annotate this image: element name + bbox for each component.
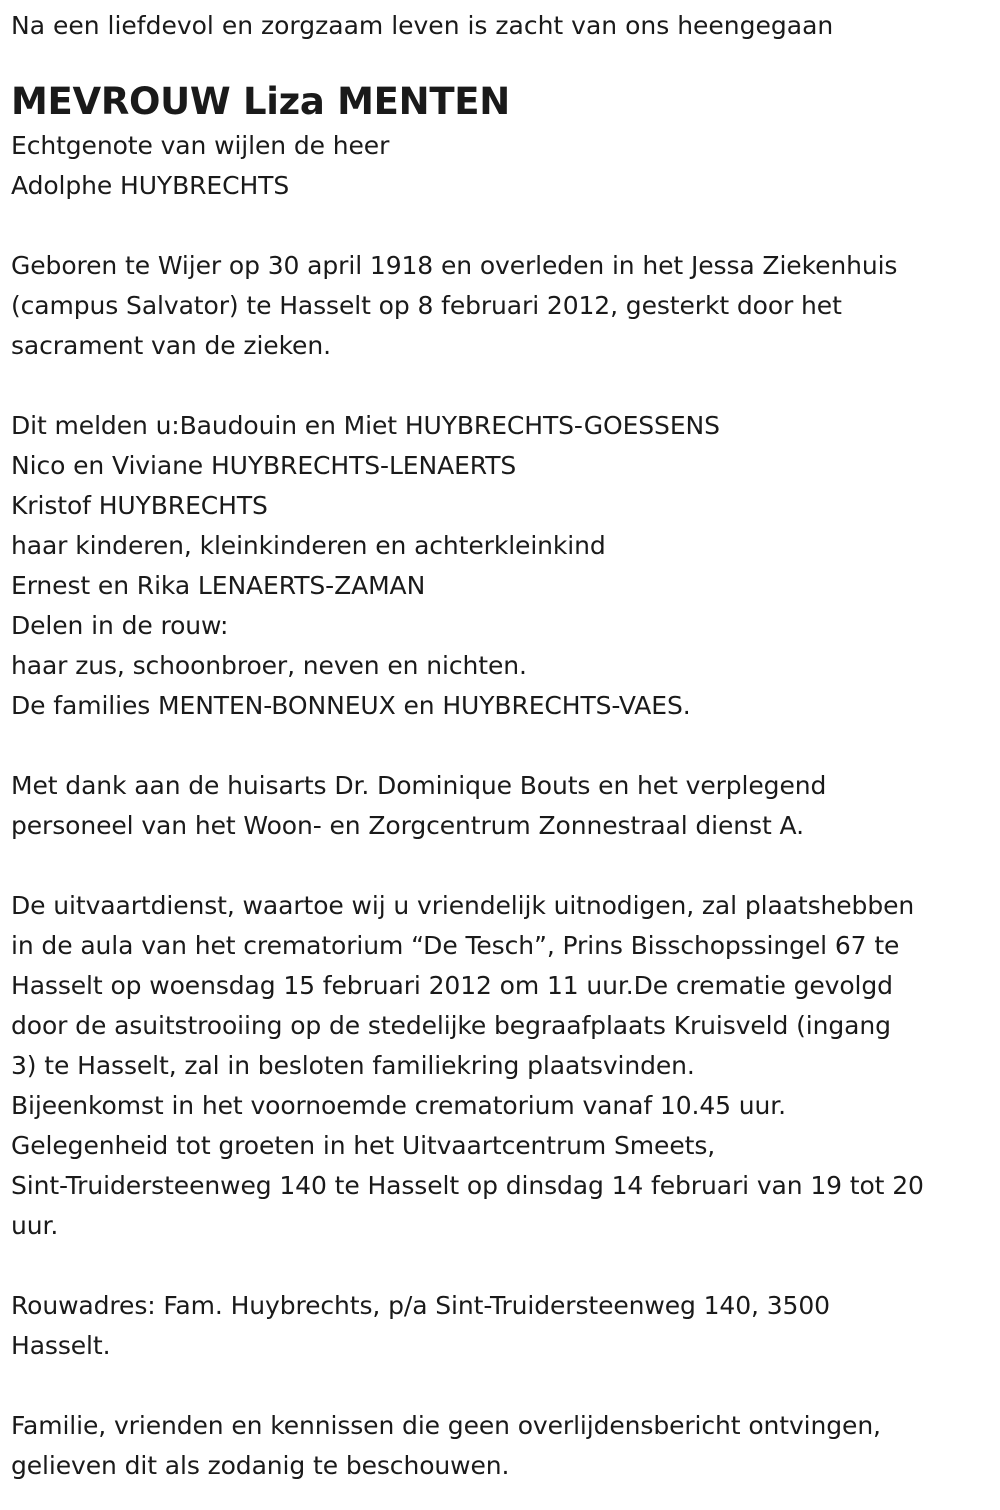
closing-line: Familie, vrienden en kennissen die geen overlijdensbericht ontvingen, (11, 1411, 881, 1440)
address-line: Hasselt. (11, 1331, 111, 1360)
spouse-line: Adolphe HUYBRECHTS (11, 171, 290, 200)
thanks-line: personeel van het Woon- en Zorgcentrum Zonnestraal dienst A. (11, 811, 804, 840)
service-section (11, 886, 990, 1246)
service-line: Gelegenheid tot groeten in het Uitvaartcentrum Smeets, (11, 1131, 716, 1160)
birth-death-line: (campus Salvator) te Hasselt op 8 februari 2012, gesterkt door het (11, 291, 842, 320)
family-line: Ernest en Rika LENAERTS-ZAMAN (11, 571, 426, 600)
thanks-section (11, 766, 990, 846)
spouse-line: Echtgenote van wijlen de heer (11, 131, 390, 160)
service-line: Sint-Truidersteenweg 140 te Hasselt op dinsdag 14 februari van 19 tot 20 (11, 1171, 924, 1200)
service-line: 3) te Hasselt, zal in besloten familiekring plaatsvinden. (11, 1051, 695, 1080)
service-line: Bijeenkomst in het voornoemde crematorium vanaf 10.45 uur. (11, 1091, 787, 1120)
closing-section (11, 1406, 990, 1486)
service-line: uur. (11, 1211, 59, 1240)
spouse-section (11, 126, 990, 206)
family-line: Nico en Viviane HUYBRECHTS-LENAERTS (11, 451, 517, 480)
intro-text: Na een liefdevol en zorgzaam leven is zacht van ons heengegaan (11, 11, 834, 40)
family-line: Dit melden u:Baudouin en Miet HUYBRECHTS-GOESSENS (11, 411, 720, 440)
deceased-name: MEVROUW Liza MENTEN (11, 80, 510, 123)
service-line: in de aula van het crematorium “De Tesch”, Prins Bisschopssingel 67 te (11, 931, 900, 960)
service-line: De uitvaartdienst, waartoe wij u vriendelijk uitnodigen, zal plaatshebben (11, 891, 915, 920)
family-line: Delen in de rouw: (11, 611, 229, 640)
family-line: De families MENTEN-BONNEUX en HUYBRECHTS-VAES. (11, 691, 691, 720)
closing-line: gelieven dit als zodanig te beschouwen. (11, 1451, 510, 1480)
birth-death-line: sacrament van de zieken. (11, 331, 331, 360)
family-line: haar zus, schoonbroer, neven en nichten. (11, 651, 527, 680)
service-line: door de asuitstrooiing op de stedelijke begraafplaats Kruisveld (ingang (11, 1011, 891, 1040)
thanks-line: Met dank aan de huisarts Dr. Dominique Bouts en het verplegend (11, 771, 827, 800)
family-section (11, 406, 990, 726)
birth-death-line: Geboren te Wijer op 30 april 1918 en overleden in het Jessa Ziekenhuis (11, 251, 898, 280)
family-line: Kristof HUYBRECHTS (11, 491, 268, 520)
address-section (11, 1286, 990, 1366)
address-line: Rouwadres: Fam. Huybrechts, p/a Sint-Truidersteenweg 140, 3500 (11, 1291, 830, 1320)
birth-death-section (11, 246, 990, 366)
family-line: haar kinderen, kleinkinderen en achterkleinkind (11, 531, 606, 560)
service-line: Hasselt op woensdag 15 februari 2012 om 11 uur.De crematie gevolgd (11, 971, 893, 1000)
